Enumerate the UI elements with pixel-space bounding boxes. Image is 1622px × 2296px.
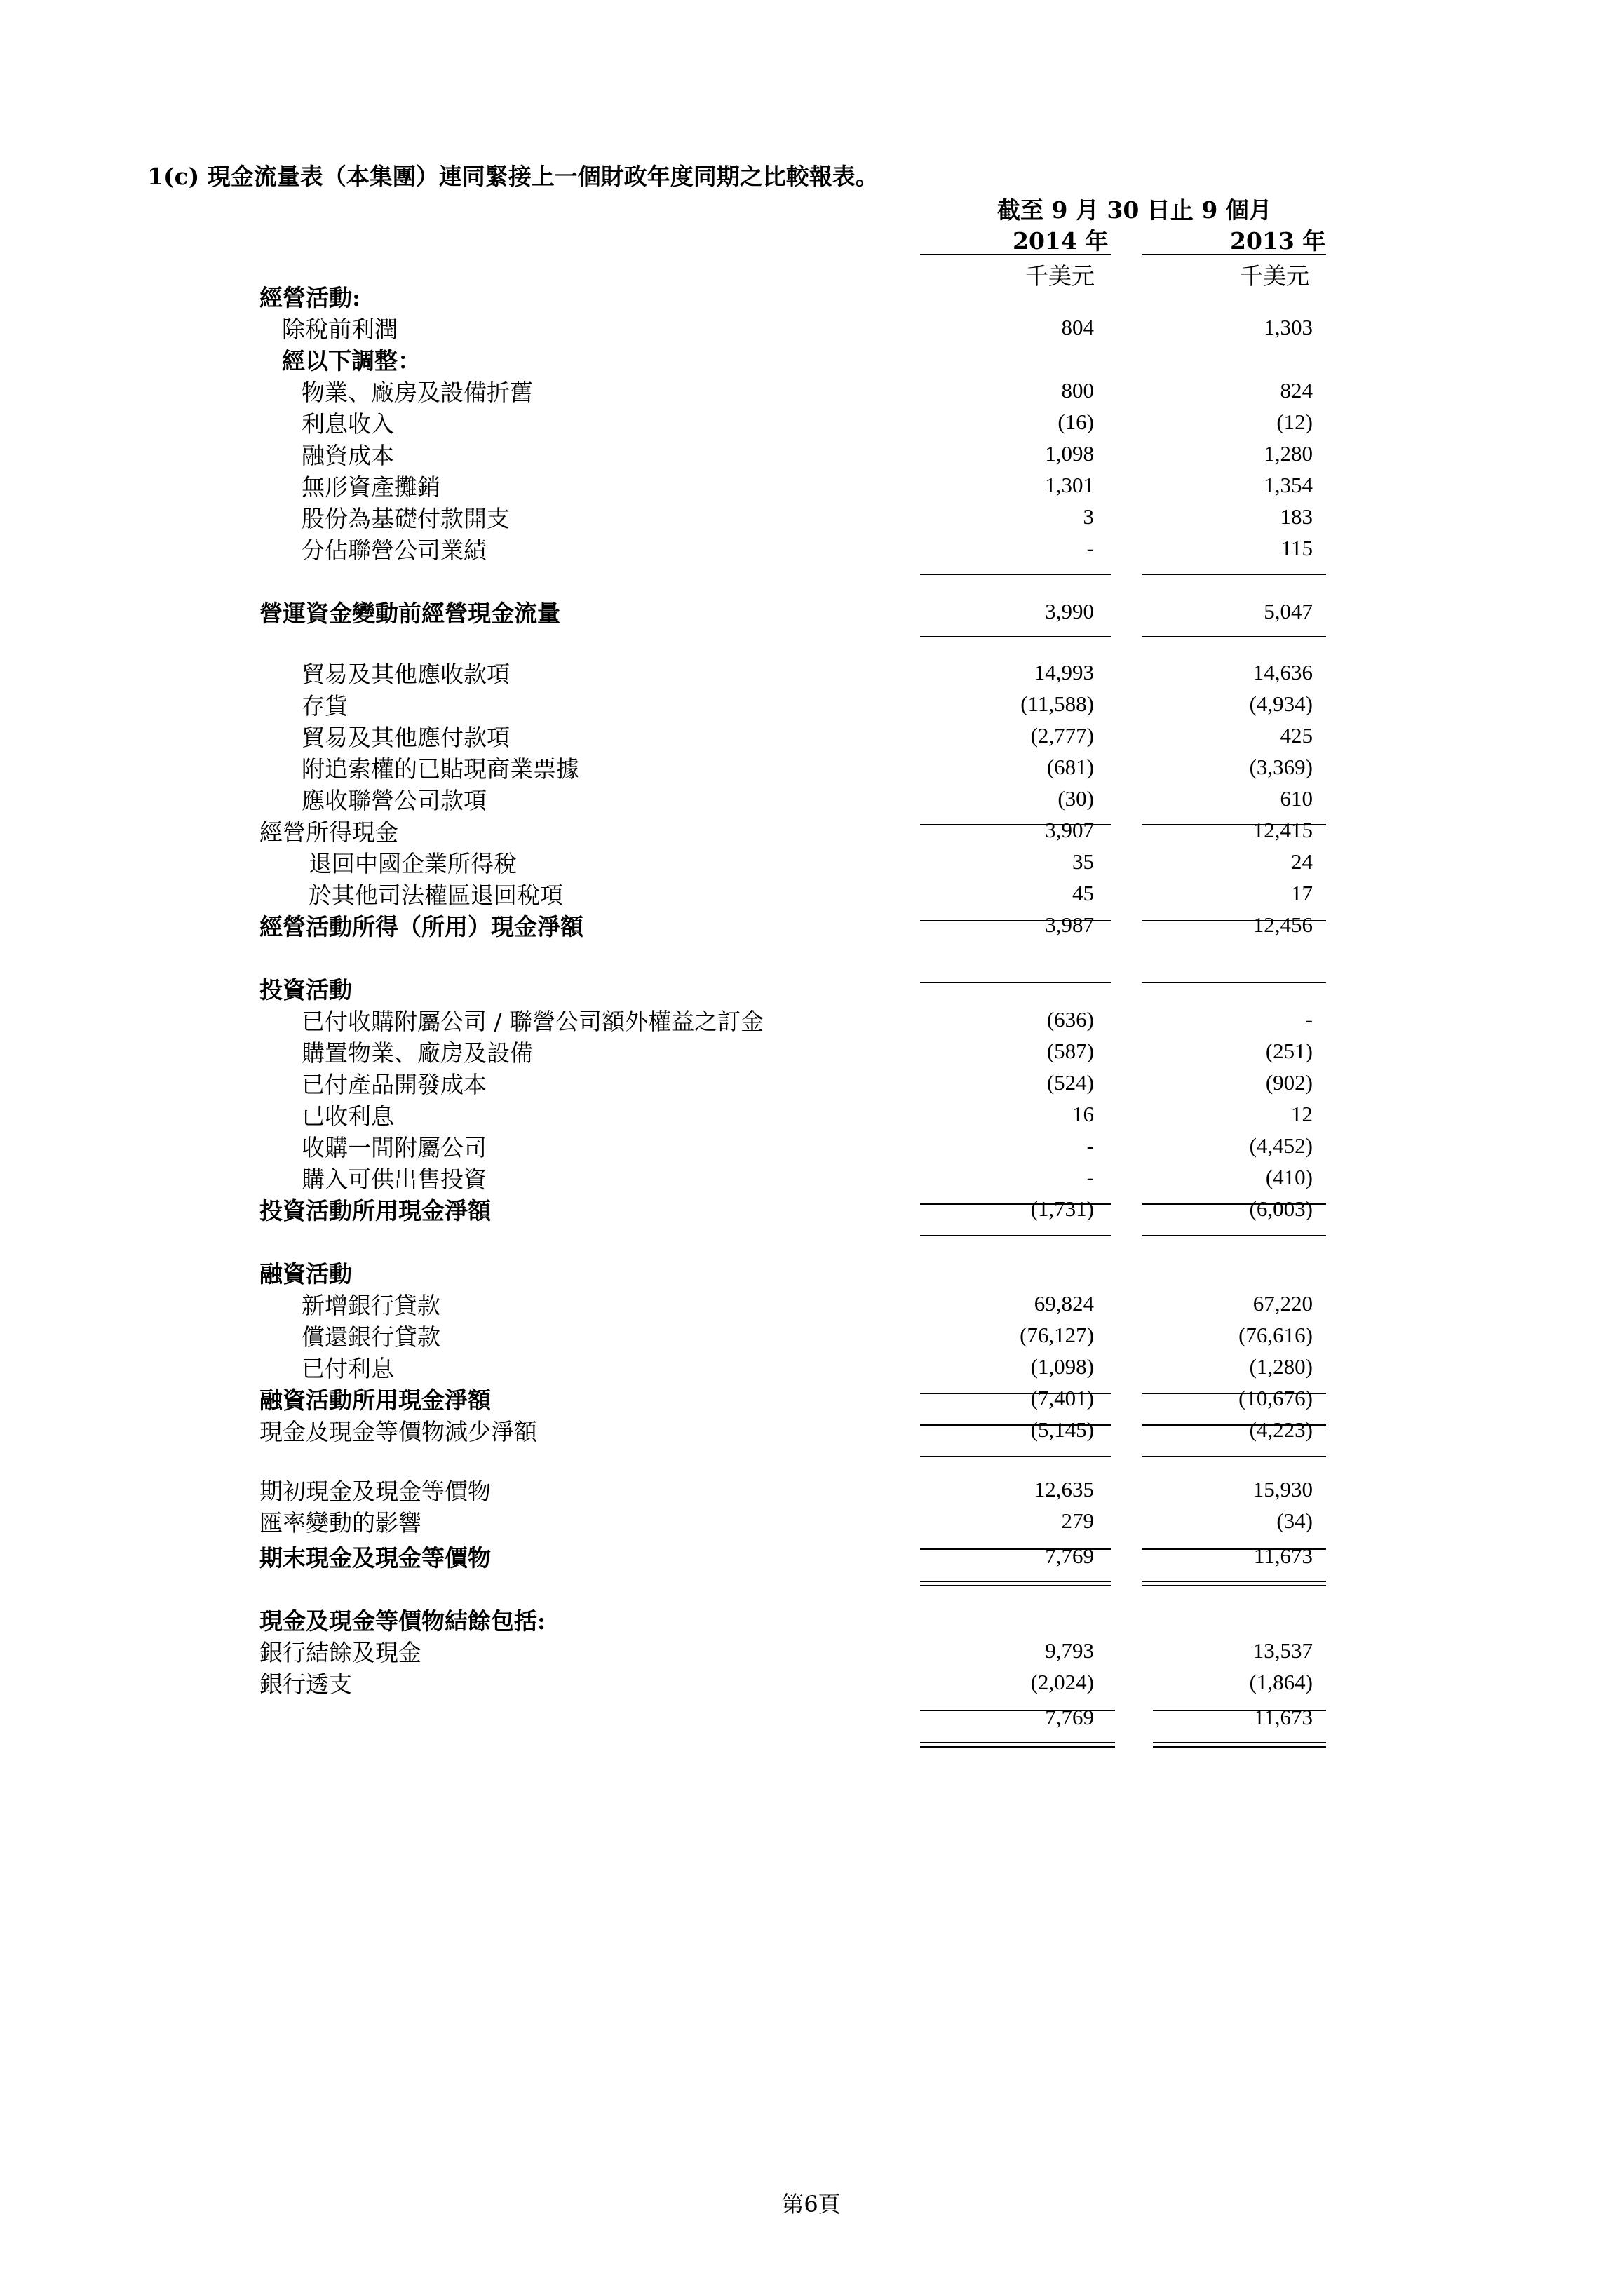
total-double-rule bbox=[920, 1581, 1111, 1586]
value-2013: (902) bbox=[1265, 1070, 1313, 1095]
subtotal-rule bbox=[920, 824, 1111, 825]
row-label: 匯率變動的影響 bbox=[259, 1509, 421, 1537]
value-2014: 3 bbox=[1083, 504, 1094, 529]
row-label: 附追索權的已貼現商業票據 bbox=[302, 755, 579, 783]
subtotal-rule bbox=[1142, 636, 1326, 637]
row-label: 期初現金及現金等價物 bbox=[259, 1478, 491, 1505]
row-label: 除稅前利潤 bbox=[282, 316, 398, 343]
subtotal-rule bbox=[1142, 1548, 1326, 1550]
value-2014: 14,993 bbox=[1034, 660, 1094, 684]
subtotal-rule bbox=[920, 1203, 1111, 1205]
row-label: 於其他司法權區退回稅項 bbox=[309, 882, 563, 909]
value-2013: (4,934) bbox=[1249, 691, 1313, 716]
subtotal-rule bbox=[1142, 1424, 1326, 1426]
value-2014: (76,127) bbox=[1020, 1323, 1094, 1347]
subtotal-rule bbox=[920, 574, 1111, 575]
row-label: 銀行透支 bbox=[259, 1670, 352, 1698]
row-label: 融資活動所用現金淨額 bbox=[259, 1386, 491, 1414]
unit-2014-header: 千美元 bbox=[1025, 262, 1095, 290]
value-2014: 12,635 bbox=[1034, 1477, 1094, 1501]
value-2014: (587) bbox=[1046, 1039, 1094, 1063]
row-label: 經以下調整： bbox=[282, 347, 421, 374]
subtotal-rule bbox=[920, 920, 1111, 921]
row-label: 投資活動所用現金淨額 bbox=[259, 1197, 491, 1224]
value-2013: (6,003) bbox=[1249, 1196, 1313, 1221]
unit-2013-header: 千美元 bbox=[1240, 262, 1309, 290]
value-2013: (12) bbox=[1276, 410, 1313, 434]
total-double-rule bbox=[920, 1742, 1115, 1748]
subtotal-rule bbox=[920, 1393, 1111, 1394]
value-2014: (11,588) bbox=[1020, 691, 1094, 716]
row-label: 融資成本 bbox=[302, 442, 394, 469]
row-label: 現金及現金等價物減少淨額 bbox=[259, 1418, 537, 1445]
value-2013: (10,676) bbox=[1238, 1386, 1313, 1410]
value-2013: 610 bbox=[1280, 786, 1313, 811]
value-2013: (4,452) bbox=[1249, 1133, 1313, 1158]
subtotal-rule bbox=[1153, 1710, 1326, 1711]
row-label: 經營活動: bbox=[259, 284, 361, 311]
row-label: 已付收購附屬公司 / 聯營公司額外權益之訂金 bbox=[302, 1008, 764, 1035]
row-label: 投資活動 bbox=[259, 976, 352, 1004]
value-2014: 279 bbox=[1061, 1508, 1094, 1533]
value-2013: 13,537 bbox=[1252, 1638, 1313, 1663]
value-2013: (3,369) bbox=[1249, 755, 1313, 779]
row-label: 購入可供出售投資 bbox=[302, 1166, 487, 1193]
value-2013: 14,636 bbox=[1252, 660, 1313, 684]
value-2013: (251) bbox=[1265, 1039, 1313, 1063]
header-rule-2013 bbox=[1142, 254, 1326, 255]
row-label: 償還銀行貸款 bbox=[302, 1323, 440, 1351]
value-2014: - bbox=[1086, 1165, 1094, 1189]
page-heading: 1(c) 現金流量表（本集團）連同緊接上一個財政年度同期之比較報表。 bbox=[147, 163, 879, 190]
value-2013: 1,280 bbox=[1264, 441, 1313, 466]
row-label: 貿易及其他應收款項 bbox=[302, 661, 510, 688]
row-label: 利息收入 bbox=[302, 410, 394, 438]
value-2013: 11,673 bbox=[1253, 1705, 1313, 1729]
row-label: 銀行結餘及現金 bbox=[259, 1639, 421, 1666]
row-label: 營運資金變動前經營現金流量 bbox=[259, 600, 560, 627]
value-2013: (1,864) bbox=[1249, 1670, 1313, 1694]
row-label: 已收利息 bbox=[302, 1102, 394, 1130]
value-2014: (16) bbox=[1057, 410, 1094, 434]
value-2013: - bbox=[1305, 1007, 1313, 1032]
subtotal-rule bbox=[1142, 1393, 1326, 1394]
value-2013: 12,415 bbox=[1252, 818, 1313, 842]
page-number: 第6頁 bbox=[781, 2191, 841, 2217]
value-2014: (2,024) bbox=[1030, 1670, 1094, 1694]
subtotal-rule bbox=[920, 1424, 1111, 1426]
row-label: 已付產品開發成本 bbox=[302, 1071, 487, 1098]
value-2014: (30) bbox=[1057, 786, 1094, 811]
row-label: 退回中國企業所得稅 bbox=[309, 850, 517, 877]
row-label: 無形資產攤銷 bbox=[302, 473, 440, 501]
subtotal-rule bbox=[1142, 574, 1326, 575]
subtotal-rule bbox=[920, 1456, 1111, 1457]
subtotal-rule bbox=[1142, 1235, 1326, 1236]
row-label: 融資活動 bbox=[259, 1260, 352, 1288]
value-2013: 24 bbox=[1291, 849, 1313, 874]
value-2014: 69,824 bbox=[1034, 1291, 1094, 1316]
value-2014: (2,777) bbox=[1030, 723, 1094, 748]
value-2013: 5,047 bbox=[1264, 599, 1313, 623]
row-label: 已付利息 bbox=[302, 1355, 394, 1382]
value-2014: (7,401) bbox=[1030, 1386, 1094, 1410]
value-2013: 1,303 bbox=[1264, 315, 1313, 339]
value-2013: 425 bbox=[1280, 723, 1313, 748]
year-2014-header: 2014 年 bbox=[1013, 227, 1109, 255]
value-2014: 1,098 bbox=[1045, 441, 1094, 466]
value-2013: (34) bbox=[1276, 1508, 1313, 1533]
row-label: 物業、廠房及設備折舊 bbox=[302, 379, 533, 406]
subtotal-rule bbox=[1142, 1456, 1326, 1457]
value-2013: 12 bbox=[1291, 1102, 1313, 1126]
subtotal-rule bbox=[920, 1235, 1111, 1236]
subtotal-rule bbox=[1142, 982, 1326, 983]
row-label: 分佔聯營公司業績 bbox=[302, 536, 487, 564]
value-2013: 115 bbox=[1280, 536, 1313, 560]
value-2014: - bbox=[1086, 536, 1094, 560]
subtotal-rule bbox=[920, 982, 1111, 983]
row-label: 存貨 bbox=[302, 692, 348, 720]
year-2013-header: 2013 年 bbox=[1230, 227, 1326, 255]
value-2014: 800 bbox=[1061, 378, 1094, 403]
value-2014: 3,990 bbox=[1045, 599, 1094, 623]
row-label: 股份為基礎付款開支 bbox=[302, 505, 510, 532]
period-header: 截至 9 月 30 日止 9 個月 bbox=[997, 196, 1272, 224]
value-2013: 67,220 bbox=[1252, 1291, 1313, 1316]
value-2014: 1,301 bbox=[1045, 473, 1094, 497]
value-2014: (636) bbox=[1046, 1007, 1094, 1032]
total-double-rule bbox=[1153, 1742, 1326, 1748]
value-2013: (1,280) bbox=[1249, 1354, 1313, 1379]
row-label: 應收聯營公司款項 bbox=[302, 787, 487, 814]
value-2013: (410) bbox=[1265, 1165, 1313, 1189]
value-2014: 3,907 bbox=[1045, 818, 1094, 842]
row-label: 期末現金及現金等價物 bbox=[259, 1544, 491, 1572]
subtotal-rule bbox=[920, 1710, 1115, 1711]
value-2013: 11,673 bbox=[1253, 1544, 1313, 1568]
value-2014: (1,098) bbox=[1030, 1354, 1094, 1379]
value-2014: 16 bbox=[1072, 1102, 1094, 1126]
subtotal-rule bbox=[1142, 1203, 1326, 1205]
value-2014: 35 bbox=[1072, 849, 1094, 874]
value-2013: 824 bbox=[1280, 378, 1313, 403]
row-label: 貿易及其他應付款項 bbox=[302, 724, 510, 751]
value-2014: (5,145) bbox=[1030, 1417, 1094, 1442]
value-2014: 3,987 bbox=[1045, 912, 1094, 937]
value-2013: 1,354 bbox=[1264, 473, 1313, 497]
value-2014: 7,769 bbox=[1045, 1544, 1094, 1568]
value-2014: (681) bbox=[1046, 755, 1094, 779]
row-label: 現金及現金等價物結餘包括: bbox=[259, 1607, 546, 1635]
value-2013: 12,456 bbox=[1252, 912, 1313, 937]
subtotal-rule bbox=[1142, 920, 1326, 921]
value-2013: 15,930 bbox=[1252, 1477, 1313, 1501]
row-label: 收購一間附屬公司 bbox=[302, 1134, 487, 1161]
row-label: 新增銀行貸款 bbox=[302, 1292, 440, 1319]
value-2013: 183 bbox=[1280, 504, 1313, 529]
value-2014: 804 bbox=[1061, 315, 1094, 339]
value-2014: (1,731) bbox=[1030, 1196, 1094, 1221]
value-2013: 17 bbox=[1291, 881, 1313, 905]
header-rule-2014 bbox=[920, 254, 1111, 255]
subtotal-rule bbox=[920, 1548, 1111, 1550]
value-2014: 9,793 bbox=[1045, 1638, 1094, 1663]
total-double-rule bbox=[1142, 1581, 1326, 1586]
value-2014: 45 bbox=[1072, 881, 1094, 905]
value-2013: (4,223) bbox=[1249, 1417, 1313, 1442]
row-label: 購置物業、廠房及設備 bbox=[302, 1039, 533, 1067]
value-2013: (76,616) bbox=[1238, 1323, 1313, 1347]
subtotal-rule bbox=[920, 636, 1111, 637]
row-label: 經營活動所得（所用）現金淨額 bbox=[259, 913, 583, 940]
subtotal-rule bbox=[1142, 824, 1326, 825]
row-label: 經營所得現金 bbox=[259, 818, 398, 846]
value-2014: 7,769 bbox=[1045, 1705, 1094, 1729]
value-2014: (524) bbox=[1046, 1070, 1094, 1095]
value-2014: - bbox=[1086, 1133, 1094, 1158]
